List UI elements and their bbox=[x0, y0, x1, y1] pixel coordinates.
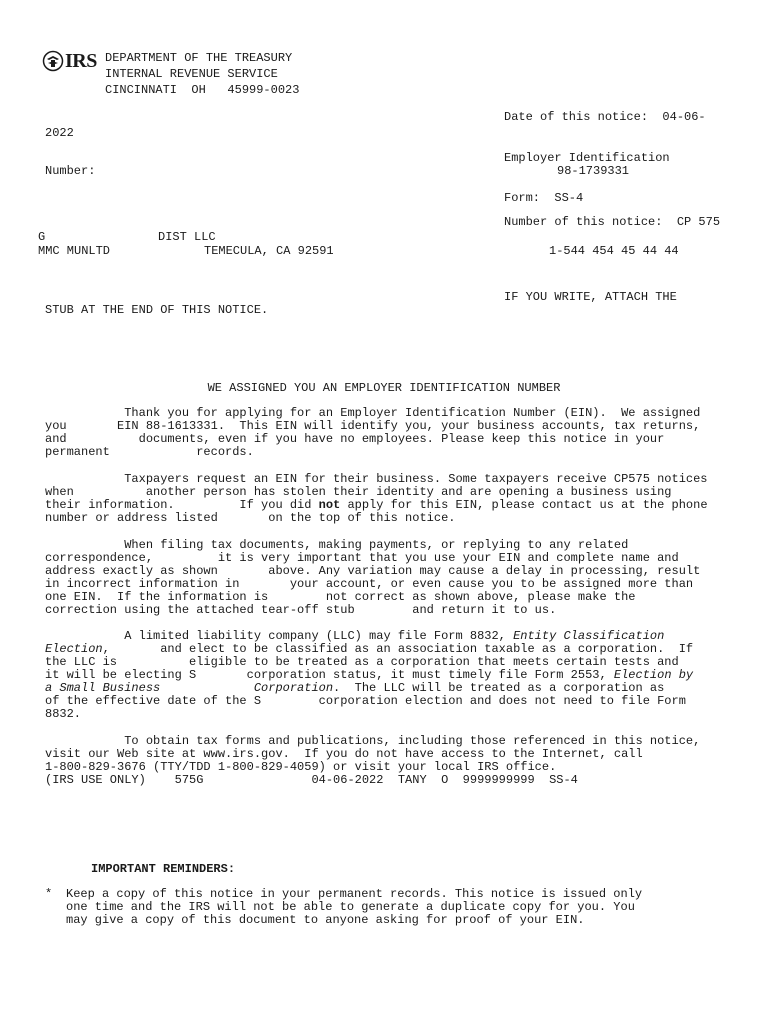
eagle-seal-icon bbox=[42, 50, 64, 72]
p2-line: Taxpayers request an EIN for their business. Some taxpayers receive CP575 notices bbox=[45, 472, 708, 486]
p4-text: A limited liability company (LLC) may file Form 8832, bbox=[45, 629, 514, 643]
p4-italic: a Small Business Corporation bbox=[45, 681, 334, 695]
address-line2-b: TEMECULA, CA 92591 bbox=[204, 244, 334, 258]
p4-text: it will be electing S corporation status, it must timely file Form 2553, bbox=[45, 668, 614, 682]
phone-number: 1-544 454 45 44 44 bbox=[549, 244, 679, 258]
reminder-item bbox=[66, 888, 746, 927]
p2-line: number or address listed on the top of this notice. bbox=[45, 511, 456, 525]
irs-use-only-line: (IRS USE ONLY) 575G 04-06-2022 TANY O 9999999999 SS-4 bbox=[45, 773, 578, 787]
p4-line: the LLC is eligible to be treated as a corporation that meets certain tests and bbox=[45, 655, 679, 669]
notice-title: WE ASSIGNED YOU AN EMPLOYER IDENTIFICATION NUMBER bbox=[207, 381, 561, 395]
reminder-line: Keep a copy of this notice in your permanent records. This notice is issued only bbox=[66, 887, 643, 901]
notice-date-cont: 2022 bbox=[45, 126, 74, 140]
form-label: Form: SS-4 bbox=[504, 191, 584, 205]
p5-line: visit our Web site at www.irs.gov. If you do not have access to the Internet, call bbox=[45, 747, 643, 761]
reminders-heading: IMPORTANT REMINDERS: bbox=[91, 862, 236, 876]
p1-line: Thank you for applying for an Employer Identification Number (EIN). We assigned bbox=[45, 406, 701, 420]
paragraph-3 bbox=[45, 539, 745, 617]
agency-line-1: DEPARTMENT OF THE TREASURY bbox=[105, 51, 293, 65]
p4-italic: Election bbox=[45, 642, 103, 656]
p5-line: 1-800-829-3676 (TTY/TDD 1-800-829-4059) or visit your local IRS office. bbox=[45, 760, 557, 774]
p2-line-part: apply for this EIN, please contact us at the phone bbox=[340, 498, 708, 512]
p3-line: correction using the attached tear-off stub and return it to us. bbox=[45, 603, 557, 617]
ein-value: 98-1739331 bbox=[557, 164, 630, 178]
agency-line-2: INTERNAL REVENUE SERVICE bbox=[105, 67, 278, 81]
p3-line: address exactly as shown above. Any variation may cause a delay in processing, result bbox=[45, 564, 701, 578]
p4-line: of the effective date of the S corporation election and does not need to file Form bbox=[45, 694, 686, 708]
paragraph-2 bbox=[45, 473, 745, 525]
stub-text: STUB AT THE END OF THIS NOTICE. bbox=[45, 303, 269, 317]
p3-line: When filing tax documents, making payments, or replying to any related bbox=[45, 538, 629, 552]
p5-line: To obtain tax forms and publications, including those referenced in this notice, bbox=[45, 734, 701, 748]
p2-line-part: their information. If you did bbox=[45, 498, 319, 512]
irs-logo bbox=[42, 50, 97, 72]
p3-line: correspondence, it is very important that you use your EIN and complete name and bbox=[45, 551, 679, 565]
p4-line: 8832. bbox=[45, 707, 82, 721]
p2-bold-not: not bbox=[318, 498, 341, 512]
paragraph-4 bbox=[45, 630, 745, 721]
agency-line-3: CINCINNATI OH 45999-0023 bbox=[105, 83, 300, 97]
p4-italic: Entity Classification bbox=[513, 629, 665, 643]
p1-line: you EIN 88-1613331. This EIN will identify you, your business accounts, tax returns, bbox=[45, 419, 701, 433]
address-line1-b: DIST LLC bbox=[158, 230, 216, 244]
irs-logo-text: IRS bbox=[65, 50, 97, 72]
p3-line: in incorrect information in your account, or even cause you to be assigned more than bbox=[45, 577, 694, 591]
p4-italic: Election by bbox=[613, 668, 694, 682]
number-label: Number: bbox=[45, 164, 96, 178]
address-line1-a: G bbox=[38, 230, 46, 244]
p3-line: one EIN. If the information is not correct as shown above, please make the bbox=[45, 590, 636, 604]
reminder-line: one time and the IRS will not be able to generate a duplicate copy for you. You bbox=[66, 900, 635, 914]
reminder-bullet: * bbox=[45, 887, 53, 901]
p4-text: . The LLC will be treated as a corporation as bbox=[333, 681, 665, 695]
address-line2-a: MMC MUNLTD bbox=[38, 244, 111, 258]
notice-number: Number of this notice: CP 575 bbox=[504, 215, 721, 229]
p1-line: and documents, even if you have no employees. Please keep this notice in your bbox=[45, 432, 665, 446]
paragraph-5 bbox=[45, 735, 745, 787]
p1-line: permanent records. bbox=[45, 445, 254, 459]
p4-text: , and elect to be classified as an association taxable as a corporation. If bbox=[102, 642, 694, 656]
p2-line: when another person has stolen their identity and are opening a business using bbox=[45, 485, 672, 499]
notice-date-label: Date of this notice: 04-06- bbox=[504, 110, 706, 124]
reminder-line: may give a copy of this document to anyone asking for proof of your EIN. bbox=[66, 913, 585, 927]
write-attach-text: IF YOU WRITE, ATTACH THE bbox=[504, 290, 677, 304]
paragraph-1 bbox=[45, 407, 745, 459]
ein-label: Employer Identification bbox=[504, 151, 670, 165]
